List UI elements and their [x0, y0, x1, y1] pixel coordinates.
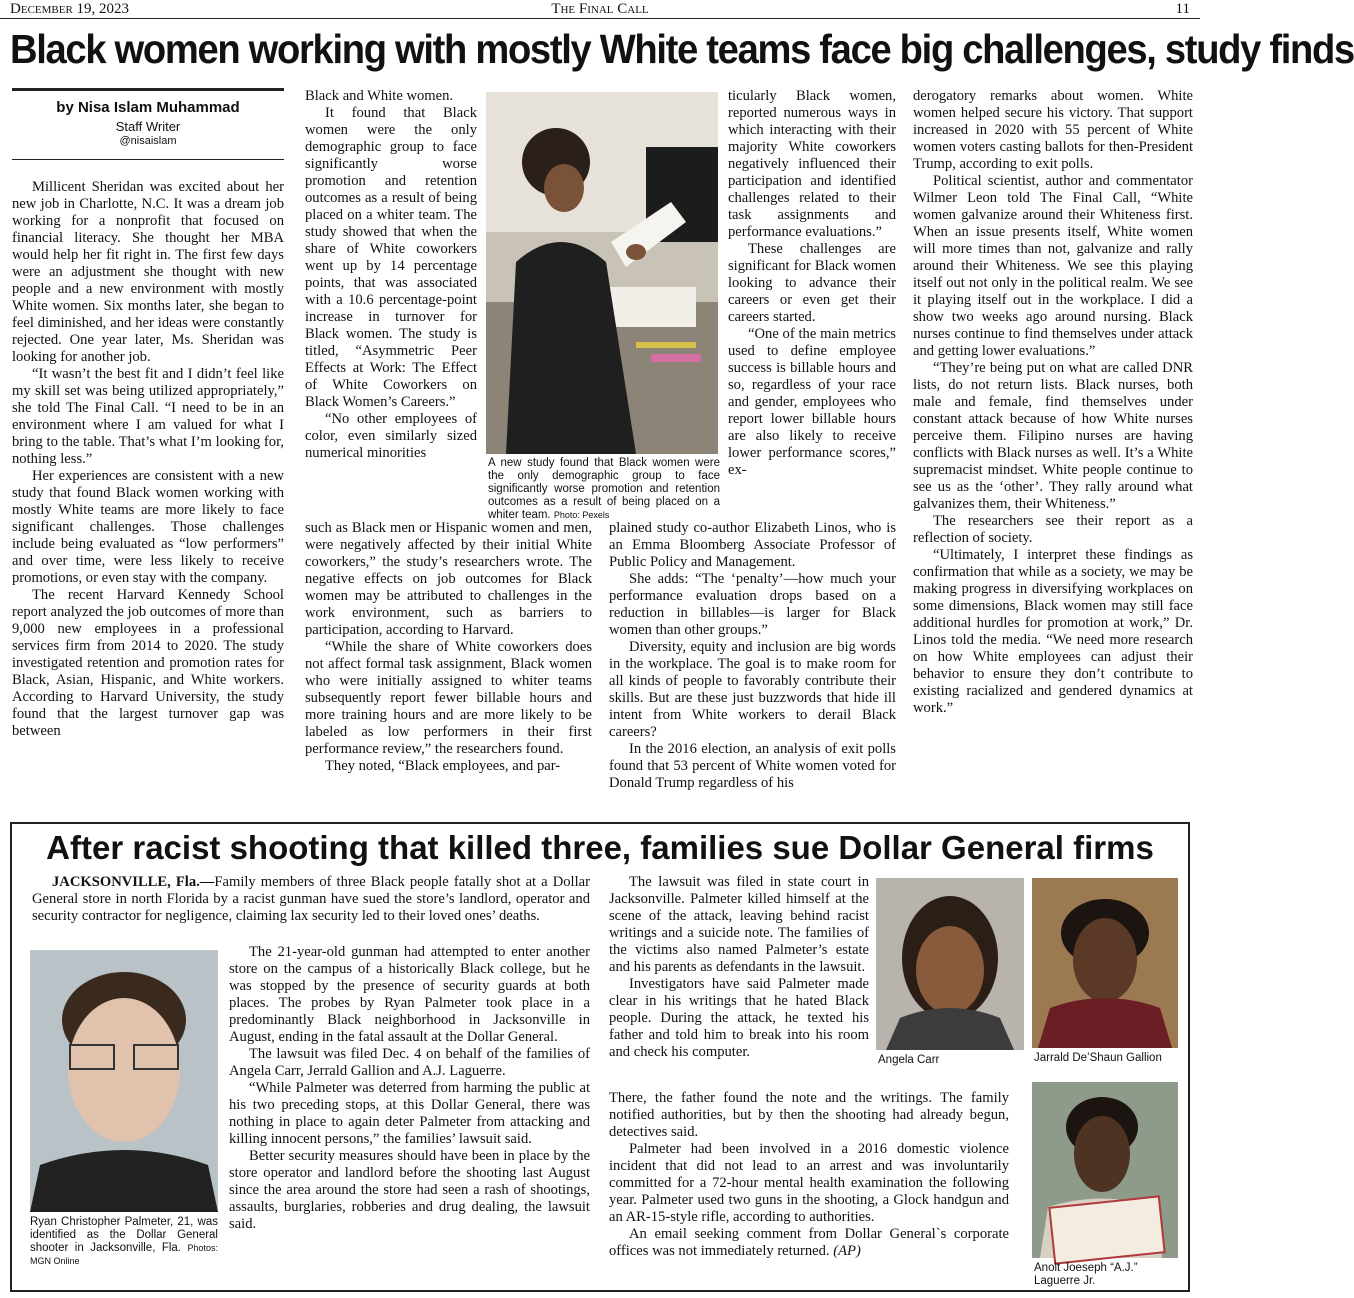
- author-role: Staff Writer: [115, 119, 181, 134]
- story1-column-3-top: [728, 88, 896, 520]
- byline-divider: [12, 159, 284, 160]
- author-handle: @nisaislam: [119, 135, 177, 147]
- paragraph: Black and White women.: [305, 88, 454, 104]
- victim-caption: Anolt Joeseph “A.J.” Laguerre Jr.: [1034, 1262, 1138, 1287]
- byline: [12, 88, 284, 160]
- paragraph: The recent Harvard Kennedy School report analyzed the job outcomes of more than 9,000 new employees in a professional services firm from 2014 to 2020. The study investigated retention and promotion rates for Black, Asian, Hispanic, and White workers. According to Harvard University, the study found that the largest turnover gap was between: [12, 587, 284, 739]
- paragraph: Investigators have said Palmeter made clear in his writings that he hated Black people. During the attack, he texted his father and told him to break into his room and check his computer.: [609, 976, 869, 1060]
- paragraph: There, the father found the note and the writings. The family notified authorities, but by then the shooting had already begun, detectives said.: [609, 1090, 1009, 1140]
- closing-text: An email seeking comment from Dollar General`s corporate offices was not immediately returned.: [609, 1226, 1009, 1259]
- victim-photo-aj-laguerre: [1032, 1082, 1178, 1258]
- paragraph: Palmeter had been involved in a 2016 domestic violence incident that did not lead to an arrest and was involuntarily committed for a 72-hour mental health examination the following year. Palmeter used two guns in the shooting, a Glock handgun and an AR-15-style rifle, according to authorities.: [609, 1141, 1009, 1225]
- issue-date: December 19, 2023: [10, 1, 130, 17]
- paragraph: The lawsuit was filed in state court in Jacksonville. Palmeter killed himself at the scene of the attack, leaving behind racist writings and a suicide note. The families of the victims also named Palmeter’s estate and his parents as defendants in the lawsuit.: [609, 874, 869, 975]
- portrait-photo-icon: [1032, 878, 1178, 1048]
- portrait-photo-icon: [876, 878, 1024, 1050]
- paragraph: It found that Black women were the only demographic group to face significantly worse promotion and retention outcomes as a result of being placed on a whiter team. The study showed that when the share of White coworkers went up by 14 percentage points, that was associated with a 10.6 percentage-point increase in turnover for Black women. The study is titled, “Asymmetric Peer Effects at Work: The Effect of White Coworkers on Black Women’s Careers.”: [305, 105, 477, 410]
- paragraph: “No other employees of color, even similarly sized numerical minorities: [305, 411, 477, 461]
- photo-credit: Photo: Pexels: [553, 510, 610, 520]
- photo-caption: [488, 457, 720, 521]
- shooter-photo: [30, 950, 218, 1212]
- paragraph: The lawsuit was filed Dec. 4 on behalf of the families of Angela Carr, Jerrald Gallion and A.J. Laguerre.: [229, 1046, 590, 1079]
- paragraph: She adds: “The ‘penalty’—how much your performance evaluation drops based on a reduction in billables—is larger for Black women than other groups.”: [609, 571, 896, 638]
- author-name: by Nisa Islam Muhammad: [56, 99, 240, 116]
- story2-headline: After racist shooting that killed three, families sue Dollar General firms: [46, 829, 1154, 866]
- paragraph: They noted, “Black employees, and par-: [325, 758, 561, 774]
- paragraph: “One of the main metrics used to define employee success is billable hours and so, regardless of your race and gender, employees who report lower billable hours are also likely to receive lower performance scores,” ex-: [728, 326, 896, 478]
- paragraph: “They’re being put on what are called DNR lists, do not return lists. Black nurses, both male and female, find themselves under constant attack because of how White nurses perceive them. Filipino nurses are having conflicts with Black nurses as well. It’s a White supremacist mindset. White people continue to see us as the ‘other’. They rally around what galvanizes them, their Whiteness.”: [913, 360, 1193, 512]
- office-worker-photo-icon: [486, 92, 718, 454]
- story2-column-right-bottom: [609, 1090, 1009, 1290]
- paragraph: Diversity, equity and inclusion are big words in the workplace. The goal is to make room for all kinds of people to favorably contribute their skills. But are these just buzzwords that hide ill intent from White workers to derail Black careers?: [609, 639, 896, 740]
- story1-column-4: [913, 88, 1193, 810]
- paragraph: plained study co-author Elizabeth Linos, who is an Emma Bloomberg Associate Professor of Public Policy and Management.: [609, 520, 896, 570]
- office-worker-photo: [486, 92, 718, 454]
- story1-headline: Black women working with mostly White teams face big challenges, study finds: [10, 26, 1354, 72]
- story2-column-right-top: [609, 874, 869, 1090]
- paragraph: In the 2016 election, an analysis of exit polls found that 53 percent of White women voted for Donald Trump regardless of his: [609, 741, 896, 791]
- story1-column-3-bottom: [609, 520, 896, 810]
- paragraph: Her experiences are consistent with a new study that found Black women working with mostly White teams are more likely to face significant challenges. Those challenges include being evaluated as “low performers” and over time, were less likely to receive promotions, or even stay with the company.: [12, 468, 284, 586]
- paragraph: Better security measures should have been in place by the store operator and landlord before the shooting last August since the area around the store had seen a rash of shootings, assaults, burglaries, robberies and drug dealing, the lawsuit said.: [229, 1148, 590, 1232]
- page-number: 11: [1175, 1, 1190, 17]
- shooter-caption: [30, 1216, 218, 1268]
- victim-photo-angela-carr: [876, 878, 1024, 1050]
- paragraph: ticularly Black women, reported numerous ways in which interacting with their majority White coworkers negatively influenced their participation and identified challenges related to their task assignments and performance evaluations.”: [728, 88, 896, 240]
- story1-column-1: [12, 179, 284, 809]
- shooter-caption-text: Ryan Christopher Palmeter, 21, was identified as the Dollar General shooter in Jacksonville, Fla.: [30, 1216, 218, 1254]
- story1-column-2-bottom: [305, 520, 592, 810]
- paragraph: The 21-year-old gunman had attempted to enter another store on the campus of a historically Black college, but he was stopped by the presence of security guards at both places. The probes by Ryan Palmeter took place in a predominantly Black neighborhood in Jacksonville in August, ending in the fatal assault at the Dollar General.: [229, 944, 590, 1045]
- victim-photo-jarrald-gallion: [1032, 878, 1178, 1048]
- paragraph: “It wasn’t the best fit and I didn’t feel like my skill set was being utilized appropriately,” she told The Final Call. “I need to be in an environment where I am valued for what I bring to the table. That’s what I’m looking for, nothing less.”: [12, 366, 284, 467]
- photo-caption-text: A new study found that Black women were the only demographic group to face significantly worse promotion and retention outcomes as a result of being placed on a whiter team.: [488, 457, 720, 521]
- shooter-credit: Photos: MGN Online: [30, 1243, 218, 1266]
- publication-name: The Final Call: [551, 1, 649, 17]
- paragraph: “While Palmeter was deterred from harming the public at his two preceding stops, at this Dollar General, there was nothing in place to again deter Palmeter from attacking and killing innocent persons,” the families’ lawsuit said.: [229, 1080, 590, 1147]
- lead-text: Family members of three Black people fatally shot at a Dollar General store in north Florida by a racist gunman have sued the store’s landlord, operator and security contractor for negligence, claiming lax security led to their loved ones’ deaths.: [32, 874, 590, 924]
- portrait-photo-icon: [1032, 1082, 1178, 1258]
- paragraph: The researchers see their report as a reflection of society.: [913, 513, 1193, 546]
- story2-column-mid: [229, 944, 590, 1288]
- paragraph: “Ultimately, I interpret these findings as confirmation that while as a society, we may be making progress in diversifying workplaces on some dimensions, Black women may still face additional hurdles for promotion at work,” Dr. Linos told the media. “We need more research on how White employees can adjust their behavior to ensure they don’t contribute to existing racialized and gendered dynamics at work.”: [913, 547, 1193, 716]
- story2-lead: [32, 874, 590, 942]
- victim-caption: Jarrald De’Shaun Gallion: [1034, 1052, 1162, 1064]
- closing-credit: (AP): [833, 1243, 861, 1259]
- victim-caption: Angela Carr: [878, 1054, 940, 1066]
- portrait-photo-icon: [30, 950, 218, 1212]
- paragraph: derogatory remarks about women. White women helped secure his victory. That support increased in 2020 with 55 percent of White women voters casting ballots for then-President Trump, according to exit polls.: [913, 88, 1193, 172]
- paragraph: Political scientist, author and commentator Wilmer Leon told The Final Call, “White women galvanize around their Whiteness first. When an issue presents itself, White women will more times than not, galvanize and rally around their Whiteness. We see this playing itself out not only in the political realm. We see it playing itself out in the workplace. I did a show two weeks ago around nursing. Black nurses continue to find themselves under attack and getting lower evaluations.”: [913, 173, 1193, 359]
- page-header: [0, 0, 1200, 19]
- paragraph: These challenges are significant for Black women looking to advance their careers or even get their careers started.: [728, 241, 896, 325]
- paragraph: “While the share of White coworkers does not affect formal task assignment, Black women who were initially assigned to whiter teams subsequently report fewer billable hours and more training hours and are more likely to be labeled as low performers in their first performance review,” the researchers found.: [305, 639, 592, 757]
- paragraph: such as Black men or Hispanic women and men, were negatively affected by their initial White coworkers,” the study’s researchers wrote. The negative effects on job outcomes for Black women may be attributed to challenges in the work environment, such as barriers to participation, according to Harvard.: [305, 520, 592, 638]
- story1-column-2-top: [305, 88, 477, 520]
- dateline: JACKSONVILLE, Fla.—: [52, 874, 215, 890]
- paragraph: Millicent Sheridan was excited about her new job in Charlotte, N.C. It was a dream job working for a nonprofit that focused on financial literacy. She thought her MBA would help her fit right in. The first few days were an adjustment she thought with new people and a new environment with mostly White women. Six months later, she began to feel diminished, and her ideas were constantly rejected. One year later, Ms. Sheridan was looking for another job.: [12, 179, 284, 365]
